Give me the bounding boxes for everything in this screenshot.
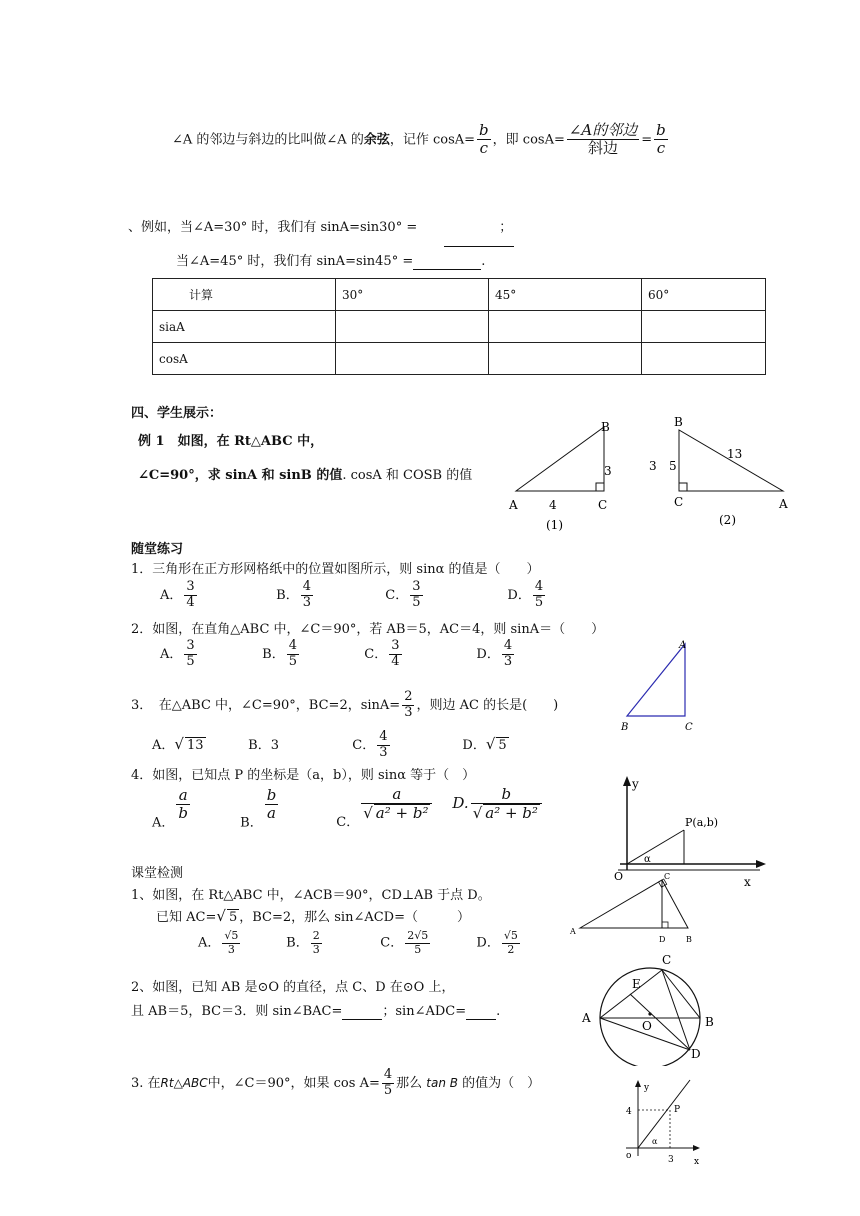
option-letter: B． — [276, 587, 299, 603]
question-3-options — [152, 730, 509, 761]
option-d — [507, 580, 547, 611]
table-cell — [336, 343, 489, 375]
frac-num: b — [656, 121, 666, 139]
sqrt-icon: √ — [472, 804, 483, 823]
frac-num: 2√5 — [407, 929, 429, 942]
option-frac — [287, 639, 299, 670]
frac-num: √5 — [224, 929, 239, 942]
figure-q2-triangle — [615, 636, 705, 736]
question-2: 2．如图，在直角△ABC 中，∠C＝90°，若 AB＝5，AC＝4，则 sinA＝（ ） — [131, 622, 605, 637]
option-letter: B． — [286, 935, 309, 951]
option-b — [240, 787, 332, 830]
example-1-line-1: 例 1 如图，在 Rt△ABC 中， — [138, 434, 324, 449]
def-text-1: ∠A 的邻边与斜边的比叫做∠A 的 — [172, 132, 364, 148]
check-q3-frac — [382, 1068, 394, 1099]
option-b: B．3 — [248, 737, 279, 753]
frac-den: 5 — [414, 942, 422, 956]
check-q3 — [131, 1068, 540, 1099]
option-a — [152, 734, 244, 753]
frac-den: 4 — [186, 594, 195, 610]
frac-den: 3 — [312, 942, 320, 956]
check-q3-text-1: 3. 在 — [131, 1075, 161, 1091]
table-cell — [642, 343, 766, 375]
origin-label: o — [626, 1151, 632, 1161]
frac-den: 5 — [186, 653, 195, 669]
table-row — [153, 311, 766, 343]
question-1-options — [160, 580, 547, 611]
question-4: 4．如图，已知点 P 的坐标是（a，b），则 sinα 等于（ ） — [131, 768, 476, 783]
radicand: a² + b² — [375, 804, 429, 823]
frac-den: b — [178, 803, 188, 822]
option-letter: D. — [452, 793, 469, 812]
example-line-1 — [128, 216, 512, 235]
frac-num: 3 — [412, 579, 421, 594]
table-header: 30° — [336, 279, 489, 311]
axis-x-label: x — [694, 1157, 700, 1167]
option-a — [160, 580, 272, 611]
answer-blank-4 — [466, 1004, 496, 1020]
example-1-bold: ∠C=90°，求 sinA 和 sinB 的值 — [138, 468, 343, 483]
label-A: A — [779, 497, 788, 511]
frac-den: a — [265, 804, 279, 822]
option-frac — [184, 580, 196, 611]
frac-den: 斜边 — [588, 139, 619, 158]
table-cell — [489, 311, 642, 343]
label-side-bc: 3 — [604, 464, 612, 478]
frac-den: 3 — [503, 653, 513, 669]
check-q2-text-2: ；sin∠ADC= — [382, 1004, 467, 1019]
option-c — [352, 730, 458, 761]
option-c — [385, 580, 503, 611]
check-q1-line-1: 1、如图，在 Rt△ABC 中，∠ACB＝90°，CD⊥AB 于点 D。 — [131, 888, 491, 903]
figure-caption-1: (1) — [546, 518, 563, 532]
sqrt-icon: √ — [363, 804, 373, 823]
tick-4-label: 4 — [626, 1107, 632, 1117]
option-c — [364, 639, 472, 670]
point-p-label: P(a,b) — [685, 816, 719, 829]
frac-num: b — [471, 786, 542, 804]
axis-x-label: x — [744, 875, 751, 889]
label-E: E — [632, 977, 641, 991]
check-q1-line-2 — [156, 906, 470, 925]
example-text-1: 、例如，当∠A=30° 时，我们有 sinA=sin30° = — [128, 220, 418, 235]
frac-num: 3 — [186, 579, 195, 594]
sqrt-icon: √ — [216, 907, 226, 925]
label-D: D — [691, 1047, 701, 1061]
option-b — [262, 639, 360, 670]
example-1-tail: . cosA 和 COSB 的值 — [342, 468, 473, 483]
frac-den — [471, 804, 542, 822]
label-C: C — [685, 722, 693, 733]
frac-den: 5 — [383, 1082, 393, 1098]
label-A: A — [679, 640, 687, 651]
example-punct-2: . — [481, 254, 486, 269]
frac-den: 4 — [391, 653, 400, 669]
frac-adjacent-over-hyp — [567, 122, 639, 158]
label-side-5: 5 — [669, 459, 677, 473]
option-a — [160, 639, 258, 670]
check-title: 课堂检测 — [131, 866, 184, 881]
def-text-3: ，即 cosA= — [492, 132, 565, 148]
check-q2-text-1: 且 AB＝5，BC＝3．则 sin∠BAC= — [131, 1004, 343, 1019]
frac-num: 4 — [503, 638, 513, 653]
answer-blank-2 — [413, 254, 481, 270]
frac-num: b — [266, 785, 277, 804]
option-letter: C． — [352, 737, 376, 753]
frac-num: 2 — [404, 689, 413, 704]
label-side-ac: 4 — [549, 498, 557, 512]
label-C: C — [674, 495, 684, 509]
label-side-ab: 13 — [727, 447, 743, 461]
option-d — [476, 930, 521, 956]
option-d — [462, 734, 508, 753]
option-letter: D． — [476, 646, 500, 662]
option-frac — [405, 930, 430, 956]
option-letter: D． — [507, 587, 531, 603]
frac-num: ∠A的邻边 — [568, 121, 638, 139]
frac-den: c — [656, 139, 666, 158]
option-frac — [222, 930, 240, 956]
q3-text-1: 3． 在△ABC 中，∠C=90°，BC=2，sinA= — [131, 697, 401, 713]
frac-b-over-c — [477, 122, 491, 158]
check-q1-text-2: ，BC=2，那么 sin∠ACD=（ ） — [239, 910, 471, 925]
label-A: A — [582, 1011, 591, 1025]
answer-blank-1 — [444, 246, 514, 247]
frac-num: 4 — [379, 729, 388, 744]
check-q2-line-1: 2、如图，已知 AB 是⊙O 的直径，点 C、D 在⊙O 上， — [131, 980, 455, 995]
label-O: O — [642, 1019, 652, 1033]
frac-den: 5 — [288, 653, 297, 669]
figure-check-1-triangle — [566, 870, 706, 948]
option-letter: A． — [152, 814, 175, 830]
table-header: 计算 — [153, 279, 336, 311]
table-cell — [489, 343, 642, 375]
question-3 — [131, 690, 558, 721]
option-frac — [265, 787, 279, 823]
example-1-line-2 — [138, 464, 472, 483]
axis-y-label: y — [644, 1083, 650, 1093]
option-a — [198, 930, 282, 956]
label-B: B — [686, 935, 692, 944]
option-letter: C． — [336, 814, 360, 830]
keyword-cosine: 余弦 — [363, 132, 390, 148]
option-frac — [301, 580, 313, 611]
table-cell — [336, 311, 489, 343]
option-frac — [176, 787, 190, 823]
frac-num: √5 — [503, 929, 518, 942]
option-frac — [311, 930, 322, 956]
equals-sign: = — [641, 132, 653, 148]
check-q2-end: . — [496, 1004, 501, 1019]
label-B: B — [674, 415, 683, 429]
option-letter: C． — [364, 646, 388, 662]
question-1: 1．三角形在正方形网格纸中的位置如图所示，则 sinα 的值是（ ） — [131, 562, 540, 577]
q3-frac — [402, 690, 414, 721]
axis-y-label: y — [632, 777, 639, 791]
check-q3-text-2: 中，∠C＝90°，如果 cos A= — [207, 1075, 380, 1091]
label-C: C — [664, 872, 671, 881]
frac-den: 2 — [507, 942, 515, 956]
label-C: C — [662, 953, 672, 967]
option-frac — [502, 930, 520, 956]
check-q3-text-4: 的值为（ ） — [462, 1075, 541, 1091]
option-letter: A． — [160, 587, 183, 603]
option-frac — [184, 639, 196, 670]
option-letter: D． — [476, 935, 500, 951]
option-letter: B． — [262, 646, 285, 662]
option-c — [380, 930, 472, 956]
frac-den: 5 — [412, 594, 421, 610]
figure-2-triangle — [645, 412, 795, 532]
origin-label: O — [614, 870, 624, 883]
label-D: D — [659, 935, 666, 944]
frac-num: 4 — [534, 579, 544, 594]
frac-b-over-c-2 — [654, 122, 668, 158]
frac-num: 3 — [391, 638, 400, 653]
option-c — [336, 786, 448, 830]
option-letter: B． — [240, 814, 263, 830]
table-row — [153, 279, 766, 311]
option-letter: C． — [380, 935, 404, 951]
alpha-label: α — [644, 854, 651, 865]
calc-table — [152, 278, 766, 375]
check-q3-text-3: 那么 — [396, 1075, 423, 1091]
q3-text-2: ，则边 AC 的长是( ) — [416, 697, 559, 713]
frac-num: a — [361, 786, 432, 804]
frac-num: 4 — [288, 638, 297, 653]
example-punct-1: ； — [499, 220, 513, 235]
option-d — [476, 639, 516, 670]
table-header: 45° — [489, 279, 642, 311]
option-b — [276, 580, 381, 611]
option-d — [452, 786, 544, 823]
alpha-label: α — [652, 1137, 658, 1146]
option-frac — [533, 580, 545, 611]
figure-1-triangle — [500, 415, 630, 535]
radicand: 5 — [228, 910, 238, 925]
check-q1-options — [198, 930, 522, 956]
check-q2-line-2 — [131, 1000, 500, 1020]
frac-num: 4 — [302, 579, 311, 594]
label-A: A — [509, 498, 518, 512]
table-cell: siaA — [153, 311, 336, 343]
label-B: B — [601, 420, 610, 434]
tan-b-expr: tan B — [426, 1075, 459, 1090]
option-b — [286, 930, 376, 956]
label-B: B — [621, 722, 629, 733]
frac-num: 2 — [312, 929, 320, 942]
radicand: 5 — [498, 737, 507, 753]
rt-triangle-expr: Rt△ABC — [160, 1075, 208, 1090]
frac-num: 3 — [186, 638, 195, 653]
table-row — [153, 343, 766, 375]
option-letter: D． — [462, 737, 486, 753]
section-title: 四、学生展示： — [131, 406, 223, 421]
radicand: 13 — [186, 737, 204, 753]
figure-check-3-coordinate — [612, 1076, 704, 1172]
example-line-2 — [176, 250, 485, 270]
option-a — [152, 787, 236, 830]
point-p-label: P — [674, 1105, 681, 1115]
option-frac — [389, 639, 401, 670]
question-4-options — [152, 786, 544, 830]
cosine-definition — [172, 122, 670, 158]
figure-check-2-circle — [578, 946, 723, 1066]
radicand: a² + b² — [485, 804, 538, 823]
sqrt-icon: √ — [485, 734, 496, 753]
def-text-2: ，记作 cosA= — [389, 132, 476, 148]
option-letter: C． — [385, 587, 409, 603]
check-q1-text-1: 已知 AC= — [156, 910, 217, 925]
table-cell: cosA — [153, 343, 336, 375]
answer-blank-3 — [342, 1004, 382, 1020]
frac-num: a — [178, 785, 188, 804]
option-frac — [502, 639, 514, 670]
tick-3-label: 3 — [668, 1155, 674, 1165]
question-2-options — [160, 639, 516, 670]
label-C: C — [598, 498, 608, 512]
option-letter: A． — [160, 646, 183, 662]
frac-num: 4 — [383, 1067, 393, 1082]
table-header: 60° — [642, 279, 766, 311]
option-frac — [410, 580, 422, 611]
figure-caption-2: (2) — [719, 513, 736, 527]
option-letter: A． — [198, 935, 221, 951]
table-cell — [642, 311, 766, 343]
example-text-2: 当∠A=45° 时，我们有 sinA=sin45° = — [176, 254, 414, 269]
option-letter: A． — [152, 737, 175, 753]
frac-den: 5 — [534, 594, 544, 610]
option-frac — [377, 730, 389, 761]
label-side-3: 3 — [649, 459, 657, 473]
frac-den: 3 — [227, 942, 235, 956]
option-frac — [471, 786, 542, 823]
label-B: B — [705, 1015, 714, 1029]
frac-den — [361, 804, 432, 822]
frac-num: b — [479, 121, 489, 139]
option-frac — [361, 786, 432, 823]
practice-title: 随堂练习 — [131, 542, 184, 557]
label-A: A — [570, 927, 576, 936]
frac-den: 3 — [302, 594, 311, 610]
frac-den: c — [479, 139, 489, 158]
sqrt-icon: √ — [174, 734, 184, 753]
frac-den: 3 — [379, 744, 388, 760]
frac-den: 3 — [404, 704, 413, 720]
